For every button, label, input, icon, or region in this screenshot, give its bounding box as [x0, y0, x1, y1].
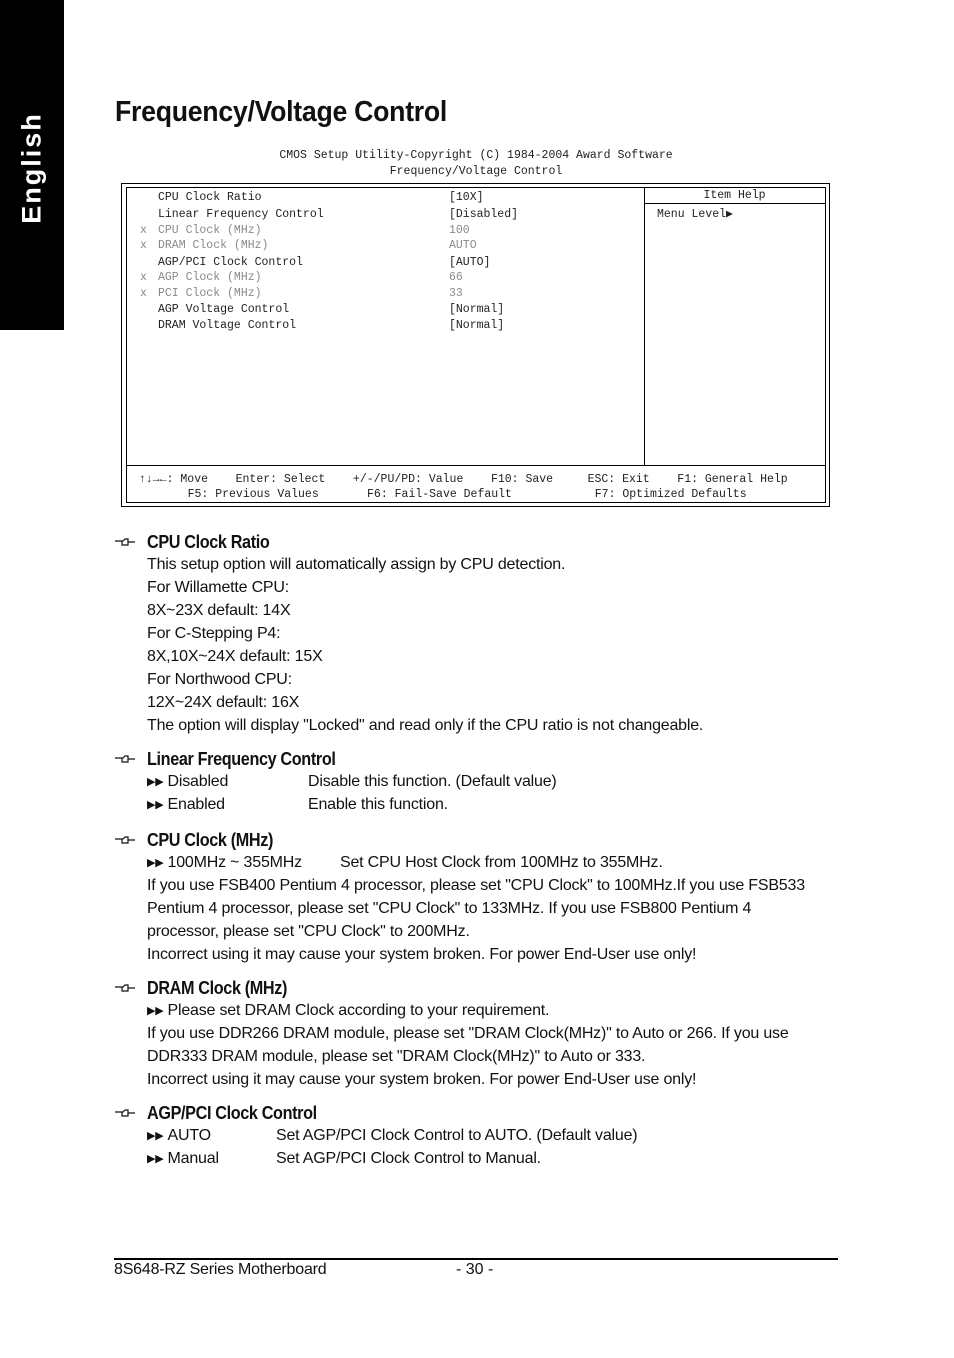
bios-row-cpu-clock [127, 224, 644, 240]
body-line: For Willamette CPU: [147, 579, 289, 596]
bios-row-dram-clock [127, 239, 644, 255]
item-help-title: Item Help [703, 189, 766, 202]
section-dram-clock [114, 977, 789, 1091]
language-tab-label: English [16, 112, 47, 224]
bios-row-cpu-clock-ratio[interactable] [127, 191, 644, 207]
section-title: DRAM Clock (MHz) [147, 977, 288, 998]
body-line: Incorrect using it may cause your system broken. For power End-User use only! [147, 946, 697, 963]
item-help-text: Menu Level▶ [657, 208, 733, 221]
bios-row-value: 66 [449, 271, 463, 284]
bios-row-value: 100 [449, 224, 470, 237]
body-line: DDR333 DRAM module, please set "DRAM Clock(MHz)" to Auto or 333. [147, 1048, 646, 1065]
section-cpu-clock-ratio [114, 531, 703, 737]
bios-row-value[interactable]: [Disabled] [449, 208, 519, 221]
section-title: CPU Clock (MHz) [147, 829, 274, 850]
option-name: Manual [167, 1150, 219, 1167]
body-line: Pentium 4 processor, please set "CPU Clock" to 133MHz. If you use FSB800 Pentium 4 [147, 900, 752, 917]
bios-row-value[interactable]: [10X] [449, 191, 484, 204]
body-line: Incorrect using it may cause your system broken. For power End-User use only! [147, 1071, 697, 1088]
bios-row-pci-clock [127, 287, 644, 303]
bios-row-mark: x [140, 224, 147, 237]
bios-row-label: DRAM Voltage Control [158, 319, 297, 332]
option-item [147, 1147, 541, 1170]
bios-row-mark: x [140, 271, 147, 284]
footer-product-name: 8S648-RZ Series Motherboard [114, 1261, 327, 1278]
bios-inner-frame [126, 187, 826, 503]
bios-row-value: AUTO [449, 239, 477, 252]
bios-key-legend-line1: ↑↓→←: Move Enter: Select +/-/PU/PD: Value F10: Save ESC: Exit F1: General Help [139, 473, 788, 486]
double-arrow-icon: ▶▶ [147, 776, 164, 788]
bios-key-legend-line2: F5: Previous Values F6: Fail-Save Default F7: Optimized Defaults [160, 488, 747, 501]
option-item [147, 770, 557, 793]
section-cpu-clock [114, 829, 805, 966]
body-line: The option will display "Locked" and read only if the CPU ratio is not changeable. [147, 717, 704, 734]
option-item [147, 851, 805, 874]
double-arrow-icon: ▶▶ [147, 1005, 164, 1017]
bios-row-label: Linear Frequency Control [158, 208, 324, 221]
footer-rule [114, 1258, 838, 1260]
pointing-hand-icon [114, 834, 136, 846]
option-description: Set AGP/PCI Clock Control to AUTO. (Default value) [276, 1127, 638, 1144]
double-arrow-icon: ▶▶ [147, 1153, 164, 1165]
bios-row-dram-voltage[interactable] [127, 319, 644, 335]
double-arrow-icon: ▶▶ [147, 857, 164, 869]
bios-row-value[interactable]: [Normal] [449, 319, 505, 332]
section-title: AGP/PCI Clock Control [147, 1102, 317, 1123]
bios-row-agp-voltage[interactable] [127, 303, 644, 319]
bios-row-agp-pci-clock[interactable] [127, 256, 644, 272]
bios-row-agp-clock [127, 271, 644, 287]
option-name: AUTO [167, 1127, 211, 1144]
bios-row-linear-frequency[interactable] [127, 208, 644, 224]
bios-row-label: AGP/PCI Clock Control [158, 256, 303, 269]
section-linear-frequency-control [114, 748, 557, 816]
bios-row-mark: x [140, 287, 147, 300]
language-tab [0, 0, 64, 330]
option-description: Enable this function. [308, 796, 448, 813]
bios-row-label: AGP Voltage Control [158, 303, 290, 316]
bios-row-mark: x [140, 239, 147, 252]
body-line: For Northwood CPU: [147, 671, 292, 688]
bios-column-divider [644, 188, 645, 465]
option-item [147, 999, 789, 1022]
body-line: processor, please set "CPU Clock" to 200MHz. [147, 923, 470, 940]
bios-row-value[interactable]: [Normal] [449, 303, 505, 316]
bios-screen [121, 183, 830, 507]
double-arrow-icon: ▶▶ [147, 1130, 164, 1142]
option-item [147, 793, 448, 816]
option-name: Disabled [167, 773, 229, 790]
option-name: Enabled [167, 796, 225, 813]
body-line: 8X,10X~24X default: 15X [147, 648, 323, 665]
body-line: This setup option will automatically assign by CPU detection. [147, 556, 566, 573]
page-title: Frequency/Voltage Control [115, 96, 448, 128]
footer-page-number: - 30 - [456, 1261, 494, 1278]
pointing-hand-icon [114, 982, 136, 994]
bios-row-label: PCI Clock (MHz) [158, 287, 262, 300]
bios-row-value[interactable]: [AUTO] [449, 256, 491, 269]
bios-row-label: AGP Clock (MHz) [158, 271, 262, 284]
bios-row-value: 33 [449, 287, 463, 300]
option-description: Set AGP/PCI Clock Control to Manual. [276, 1150, 541, 1167]
section-title: CPU Clock Ratio [147, 531, 270, 552]
option-description: Please set DRAM Clock according to your requirement. [167, 1002, 550, 1019]
option-description: Disable this function. (Default value) [308, 773, 557, 790]
section-agp-pci-clock-control [114, 1102, 638, 1170]
option-item [147, 1124, 638, 1147]
option-name: 100MHz ~ 355MHz [167, 854, 302, 871]
pointing-hand-icon [114, 753, 136, 765]
bios-copyright: CMOS Setup Utility-Copyright (C) 1984-2004 Award Software [279, 149, 673, 162]
section-title: Linear Frequency Control [147, 748, 336, 769]
bios-footer-divider [127, 465, 825, 466]
bios-row-label: CPU Clock (MHz) [158, 224, 262, 237]
double-arrow-icon: ▶▶ [147, 799, 164, 811]
bios-row-label: CPU Clock Ratio [158, 191, 262, 204]
pointing-hand-icon [114, 536, 136, 548]
body-line: 12X~24X default: 16X [147, 694, 300, 711]
bios-screen-title: Frequency/Voltage Control [389, 165, 563, 178]
bios-row-label: DRAM Clock (MHz) [158, 239, 269, 252]
option-description: Set CPU Host Clock from 100MHz to 355MHz. [340, 854, 663, 871]
body-line: If you use DDR266 DRAM module, please set "DRAM Clock(MHz)" to Auto or 266. If you use [147, 1025, 789, 1042]
body-line: 8X~23X default: 14X [147, 602, 291, 619]
pointing-hand-icon [114, 1107, 136, 1119]
body-line: If you use FSB400 Pentium 4 processor, please set "CPU Clock" to 100MHz.If you use FSB533 [147, 877, 805, 894]
body-line: For C-Stepping P4: [147, 625, 281, 642]
